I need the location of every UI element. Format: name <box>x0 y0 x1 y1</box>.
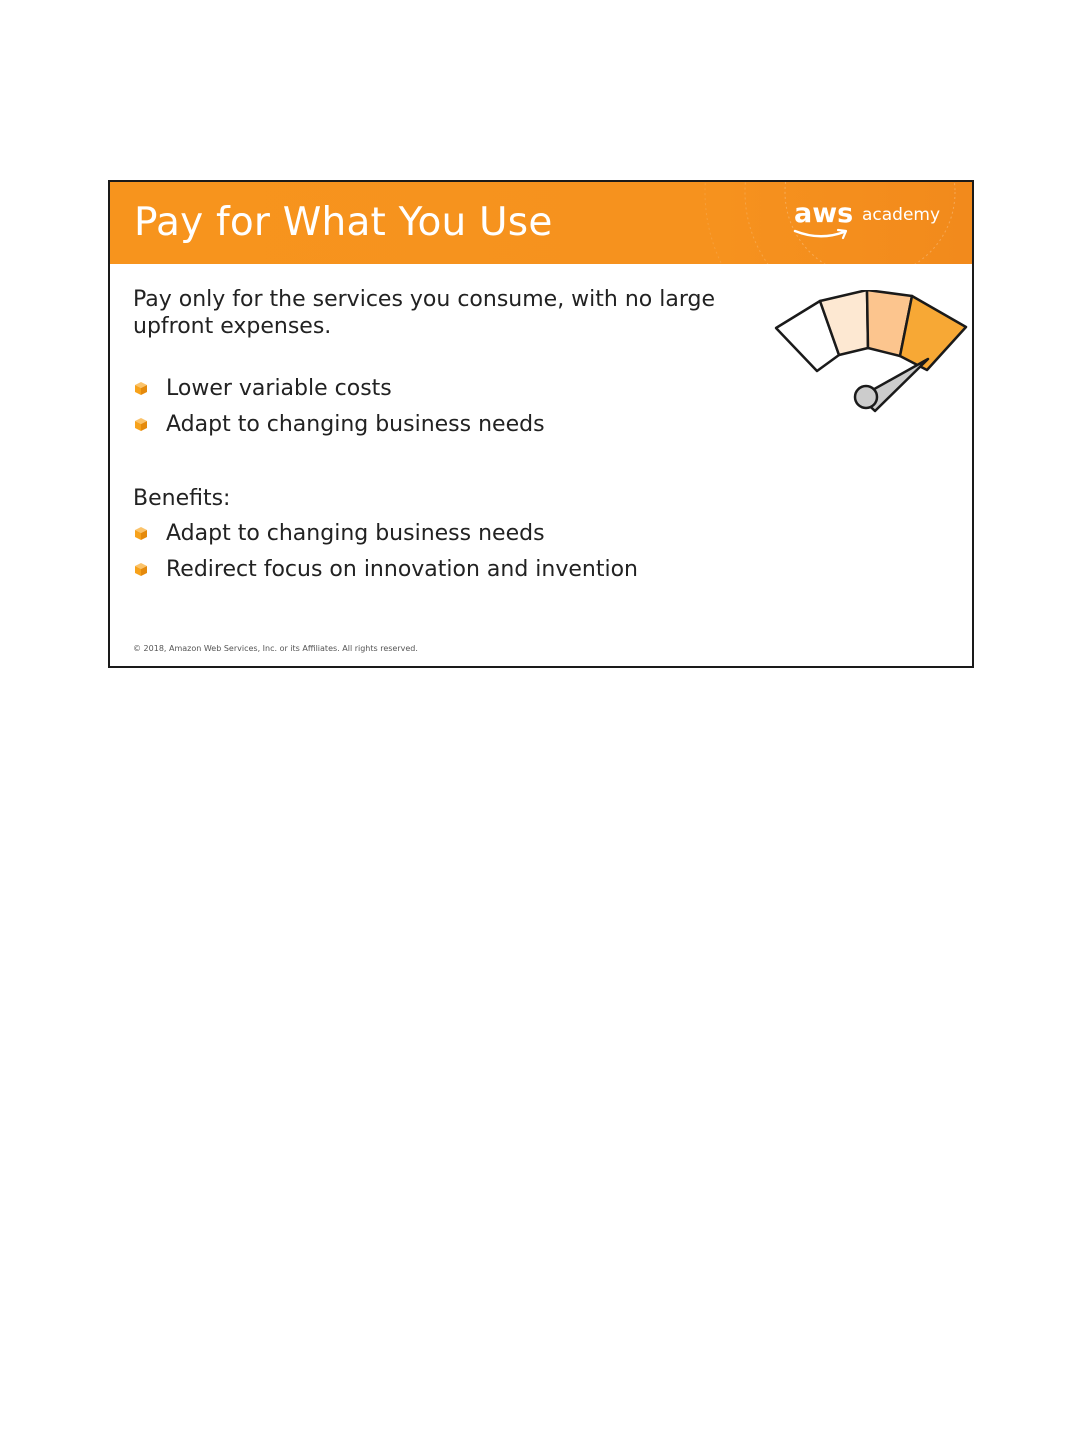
feature-list <box>133 375 545 447</box>
gauge-segment-4 <box>900 296 966 370</box>
list-item <box>133 411 545 447</box>
intro-paragraph: Pay only for the services you consume, with no large upfront expenses. <box>133 287 715 339</box>
slide-title: Pay for What You Use <box>134 200 553 245</box>
speedometer-icon <box>772 290 972 415</box>
gauge-needle-hub <box>855 386 877 408</box>
list-item-text: Redirect focus on innovation and invention <box>166 557 638 582</box>
aws-box-icon <box>134 526 148 541</box>
list-item-text: Lower variable costs <box>166 376 392 401</box>
logo-product-text: academy <box>862 205 941 225</box>
slide <box>108 180 974 668</box>
list-item <box>133 520 638 556</box>
slide-header <box>110 182 972 264</box>
logo-brand-text: aws <box>794 198 854 229</box>
benefits-heading: Benefits: <box>133 486 231 511</box>
aws-box-icon <box>134 417 148 432</box>
list-item-text: Adapt to changing business needs <box>166 521 545 546</box>
copyright-notice: © 2018, Amazon Web Services, Inc. or its Affiliates. All rights reserved. <box>133 644 418 653</box>
aws-smile-icon <box>792 228 854 242</box>
aws-box-icon <box>134 562 148 577</box>
aws-box-icon <box>134 381 148 396</box>
list-item <box>133 556 638 592</box>
list-item <box>133 375 545 411</box>
benefits-list <box>133 520 638 592</box>
list-item-text: Adapt to changing business needs <box>166 412 545 437</box>
aws-academy-logo <box>790 194 940 246</box>
